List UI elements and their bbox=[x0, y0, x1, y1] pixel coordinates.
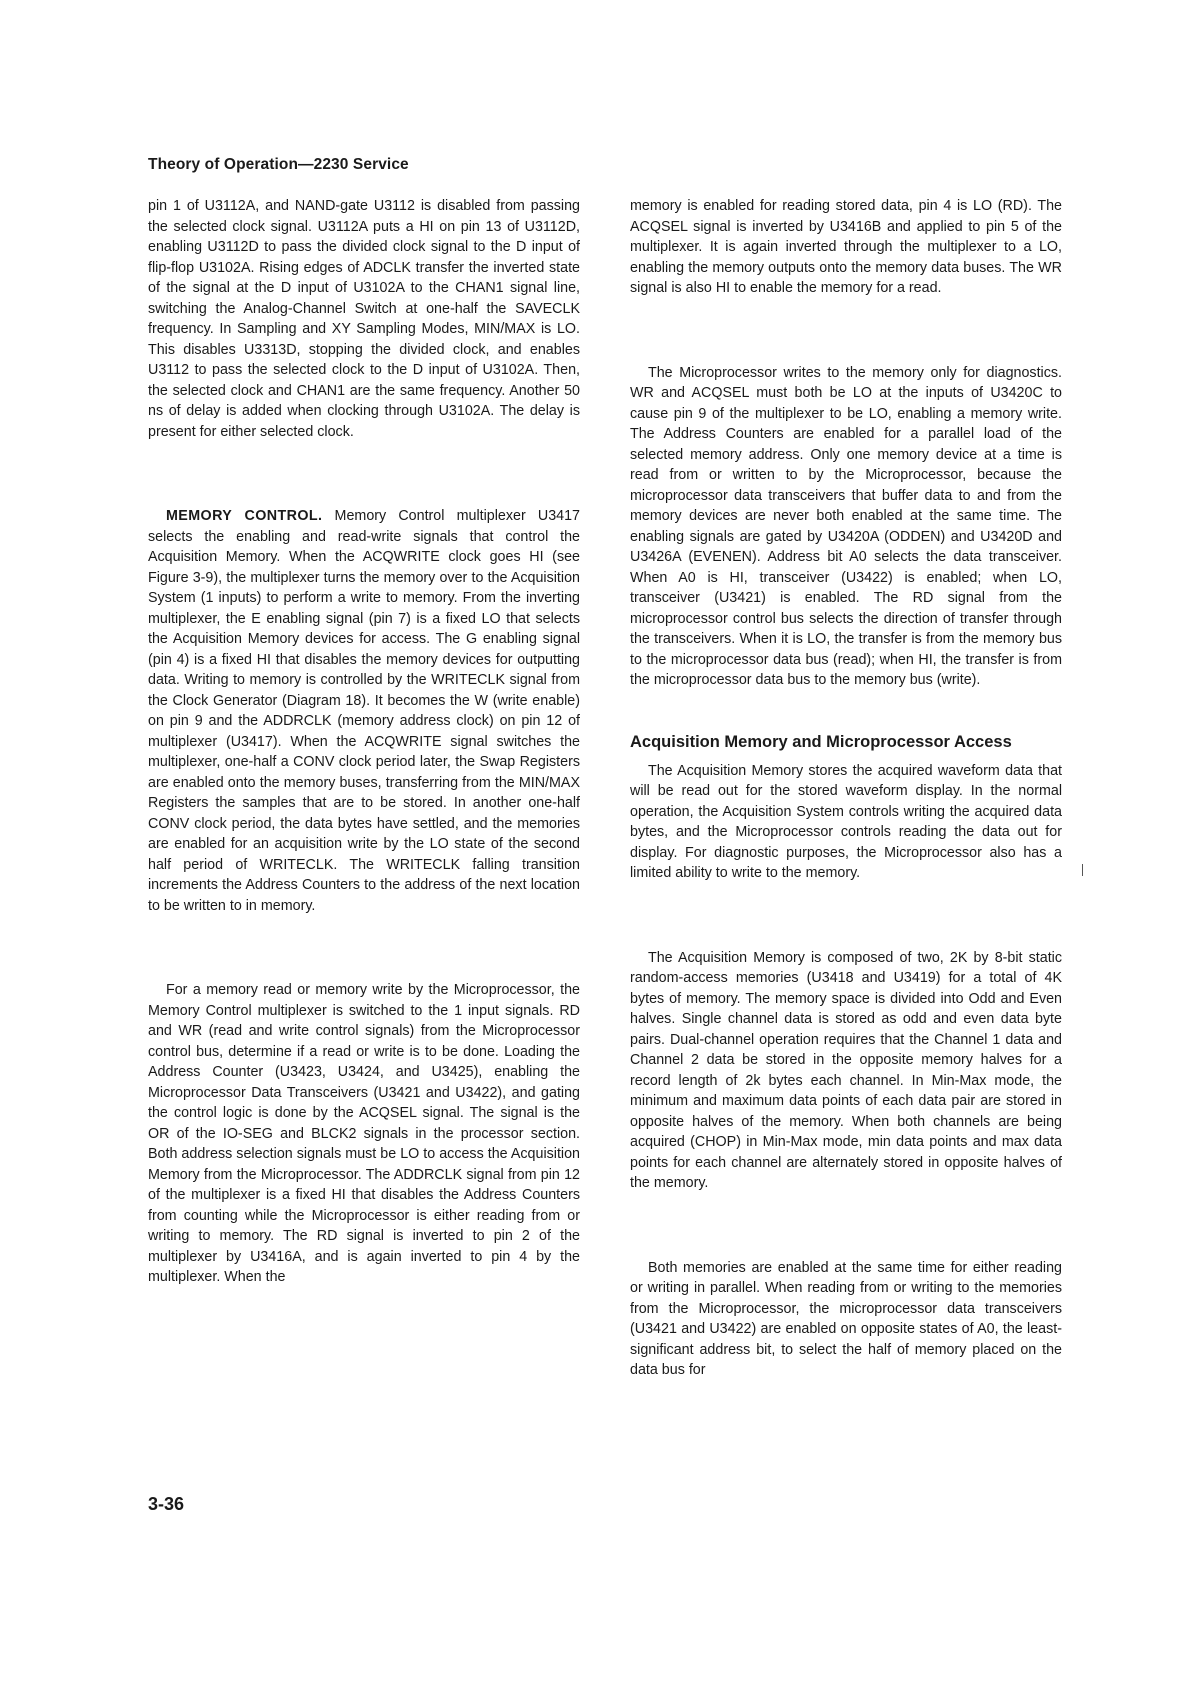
body-paragraph: The Microprocessor writes to the memory only for diagnostics. WR and ACQSEL must both be LO at the inputs of U3420C to cause pin 9 of the multiplexer to be LO, enabling a memory write. The Address Counters are enabled for a parallel load of the selected memory address. Only one memory device at a time is read from or written to by the Microprocessor, because the microprocessor data transceivers that buffer data to and from the memory devices are never both enabled at the same time. The enabling signals are gated by U3420A (ODDEN) and U3420D and U3426A (EVENEN). Address bit A0 selects the data transceiver. When A0 is HI, transceiver (U3422) is enabled; when LO, transceiver (U3421) is enabled. The RD signal from the microprocessor control bus selects the direction of transfer through the transceivers. When it is LO, the transfer is from the memory bus to the microprocessor data bus (read); when HI, the transfer is from the microprocessor data bus to the memory bus (write). bbox=[630, 364, 1062, 688]
body-paragraph bbox=[148, 506, 580, 916]
body-paragraph: For a memory read or memory write by the Microprocessor, the Memory Control multiplexer is switched to the 1 input signals. RD and WR (read and write control signals) from the Microprocessor control bus, determine if a read or write is to be done. Loading the Address Counter (U3423, U3424, and U3425), enabling the Microprocessor Data Transceivers (U3421 and U3422), and gating the control logic is done by the ACQSEL signal. The signal is the OR of the IO-SEG and BLCK2 signals in the processor section. Both address selection signals must be LO to access the Acquisition Memory from the Microprocessor. The ADDRCLK signal from pin 12 of the multiplexer is a fixed HI that disables the Address Counters from counting while the Microprocessor is either reading from or writing to memory. The RD signal is inverted to pin 2 of the multiplexer by U3416A, and is again inverted to pin 4 by the multiplexer. When the bbox=[148, 982, 580, 1285]
body-paragraph: The Acquisition Memory stores the acquired waveform data that will be read out for the stored waveform display. In the normal operation, the Acquisition System controls writing the acquired data bytes, and the Microprocessor controls reading the data out for display. For diagnostic purposes, the Microprocessor also has a limited ability to write to the memory. bbox=[630, 762, 1062, 881]
body-paragraph: memory is enabled for reading stored data, pin 4 is LO (RD). The ACQSEL signal is inverted by U3416B and applied to pin 5 of the multiplexer. It is again inverted through the multiplexer to a LO, enabling the memory outputs onto the memory data buses. The WR signal is also HI to enable the memory for a read. bbox=[630, 198, 1062, 296]
left-column bbox=[148, 196, 580, 1288]
body-paragraph: pin 1 of U3112A, and NAND-gate U3112 is disabled from passing the selected clock signal. U3112A puts a HI on pin 13 of U3112D, enabling U3112D to pass the divided clock signal to the D input of flip-flop U3102A. Rising edges of ADCLK transfer the inverted state of the signal at the D input of U3102A to the CHAN1 signal line, switching the Analog-Channel Switch at one-half the SAVECLK frequency. In Sampling and XY Sampling Modes, MIN/MAX is LO. This disables U3313D, stopping the divided clock, and enables U3112 to pass the selected clock to the D input of U3102A. Then, the selected clock and CHAN1 are the same frequency. Another 50 ns of delay is added when clocking through U3102A. The delay is present for either selected clock. bbox=[148, 198, 580, 440]
run-in-heading: MEMORY CONTROL. bbox=[166, 508, 323, 524]
page-number: 3-36 bbox=[148, 1494, 185, 1514]
section-heading: Acquisition Memory and Microprocessor Access bbox=[630, 732, 1012, 751]
margin-change-bar bbox=[1082, 864, 1083, 876]
paragraph-text: Memory Control multiplexer U3417 selects the enabling and read-write signals that control the Acquisition Memory. When the ACQWRITE clock goes HI (see Figure 3-9), the multiplexer turns the memory over to the Acquisition System (1 inputs) to perform a write to memory. From the inverting multiplexer, the E enabling signal (pin 7) is a fixed LO that selects the Acquisition Memory devices for access. The G enabling signal (pin 4) is a fixed HI that disables the memory devices for outputting data. Writing to memory is controlled by the WRITECLK signal from the Clock Generator (Diagram 18). It becomes the W (write enable) on pin 9 and the ADDRCLK (memory address clock) on pin 12 of multiplexer (U3417). When the ACQWRITE signal switches the multiplexer, one-half a CONV clock period later, the Swap Registers are enabled onto the memory buses, transferring from the MIN/MAX Registers the samples that are to be stored. In another one-half CONV clock period, the data bytes have settled, and the memories are enabled for an acquisition write by the LO state of the second half period of WRITECLK. The WRITECLK falling transition increments the Address Counters to the address of the next location to be written to in memory. bbox=[148, 508, 580, 914]
body-paragraph: The Acquisition Memory is composed of two, 2K by 8-bit static random-access memories (U3418 and U3419) for a total of 4K bytes of memory. The memory space is divided into Odd and Even halves. Single channel data is stored as odd and even data byte pairs. Dual-channel operation requires that the Channel 1 data and Channel 2 data be stored in the opposite memory halves for a record length of 2k bytes each channel. In Min-Max mode, the minimum and maximum data points of each data pair are stored in opposite halves of the memory. When both channels are being acquired (CHOP) in Min-Max mode, min data points and max data points for each channel are alternately stored in opposite halves of the memory. bbox=[630, 949, 1062, 1191]
body-paragraph: Both memories are enabled at the same time for either reading or writing in parallel. When reading from or writing to the memories from the Microprocessor, the microprocessor data transceivers (U3421 and U3422) are enabled on opposite states of A0, the least-significant address bit, to select the half of memory placed on the data bus for bbox=[630, 1259, 1062, 1378]
right-column bbox=[630, 196, 1062, 1381]
running-head: Theory of Operation—2230 Service bbox=[148, 156, 409, 173]
